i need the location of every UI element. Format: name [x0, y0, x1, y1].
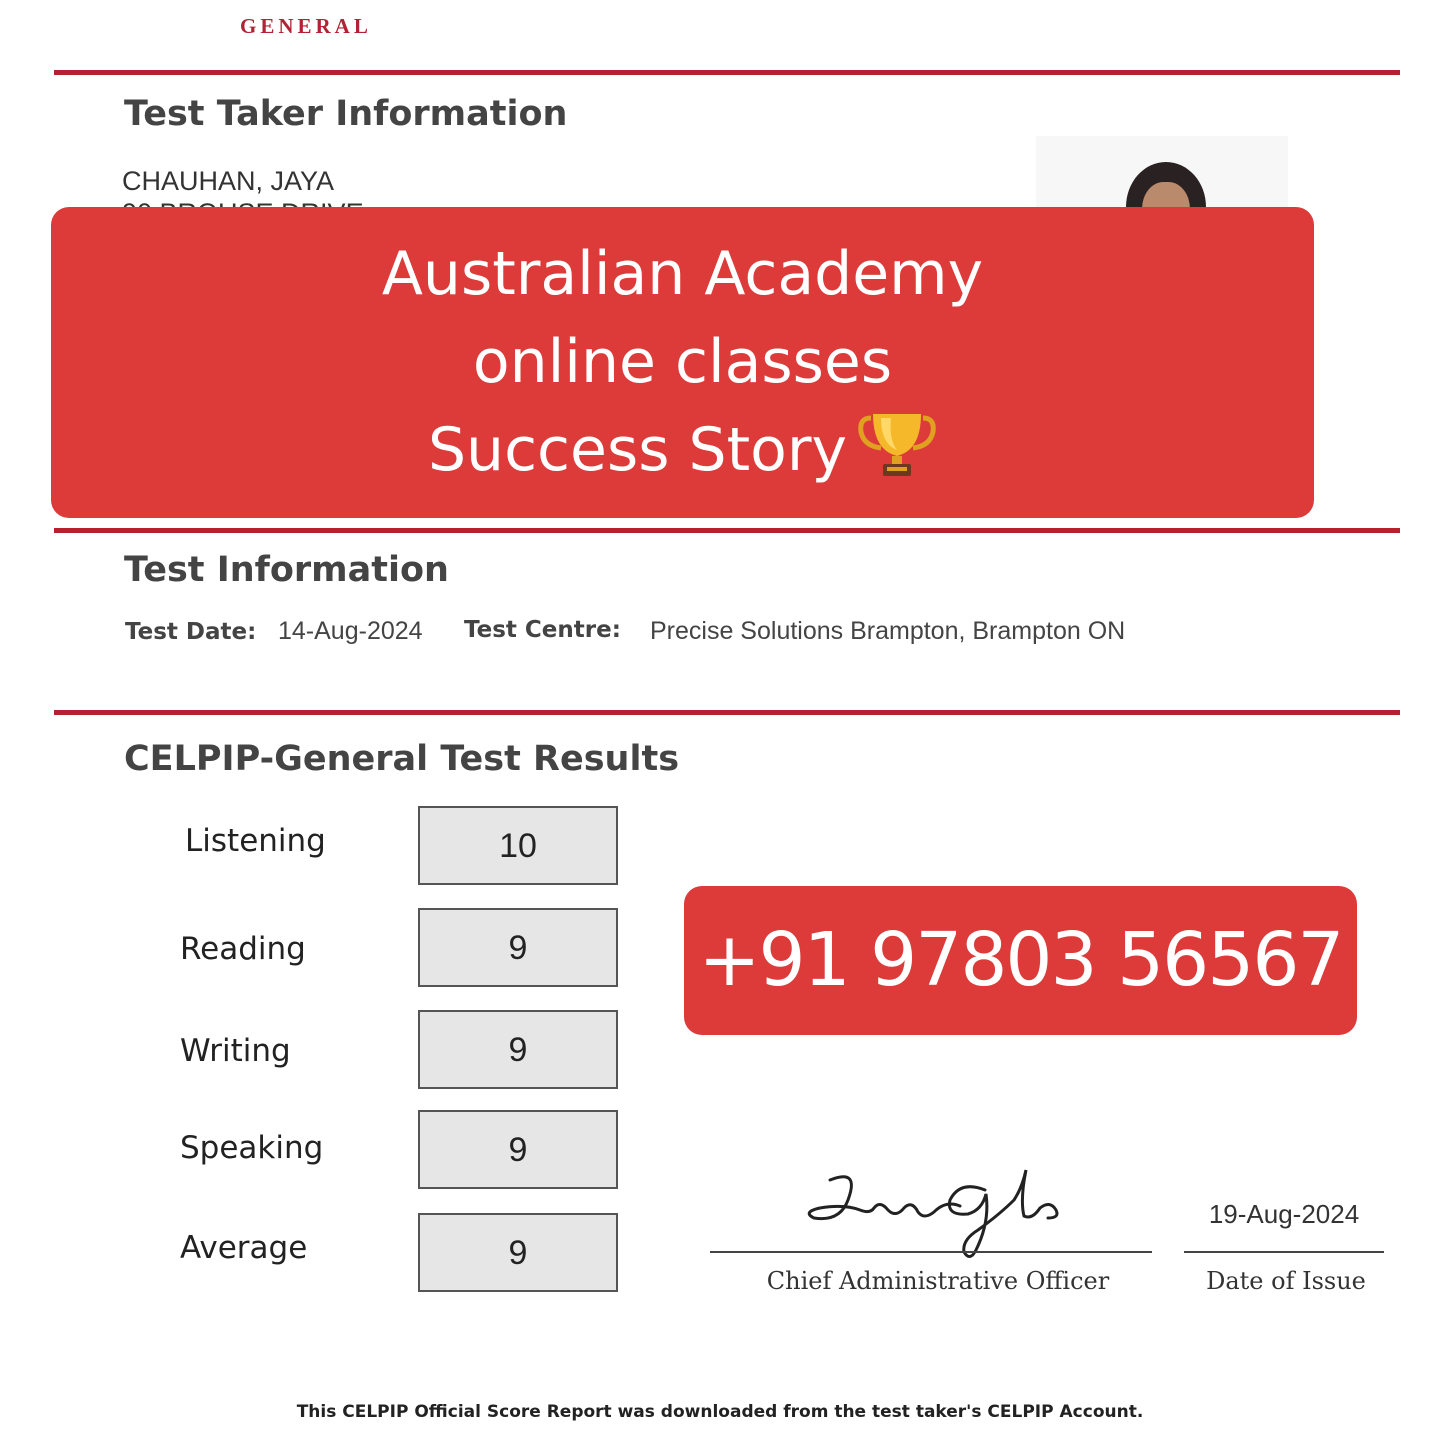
section-divider [54, 70, 1400, 75]
brand-wordmark: GENERAL [240, 14, 372, 38]
promo-line-3: Success Story [427, 415, 848, 485]
candidate-photo [1036, 136, 1288, 208]
test-centre-value: Precise Solutions Brampton, Brampton ON [650, 617, 1126, 645]
score-box-speaking: 9 [418, 1110, 618, 1189]
results-title: CELPIP-General Test Results [124, 739, 680, 779]
skill-label-writing: Writing [180, 1033, 291, 1069]
trophy-icon [857, 410, 937, 480]
score-box-listening: 10 [418, 806, 618, 885]
test-date-label: Test Date: [125, 619, 257, 645]
promo-line-3-wrap [51, 406, 1314, 494]
skill-label-reading: Reading [180, 931, 306, 967]
officer-caption: Chief Administrative Officer [766, 1267, 1110, 1295]
test-centre-label: Test Centre: [464, 617, 621, 643]
skill-label-listening: Listening [185, 823, 326, 859]
section-divider [54, 710, 1400, 715]
test-date-value: 14-Aug-2024 [278, 617, 423, 645]
footer-note: This CELPIP Official Score Report was downloaded from the test taker's CELPIP Account. [296, 1402, 1144, 1422]
promo-line-2: online classes [472, 327, 893, 397]
skill-label-speaking: Speaking [180, 1130, 324, 1166]
issue-date-line [1184, 1251, 1384, 1253]
score-box-average: 9 [418, 1213, 618, 1292]
section-divider [54, 528, 1400, 533]
promo-line-1: Australian Academy [381, 239, 984, 309]
issue-date-caption: Date of Issue [1206, 1267, 1366, 1295]
signature-icon [800, 1160, 1070, 1270]
promo-banner-text [51, 207, 1314, 494]
issue-date: 19-Aug-2024 [1208, 1199, 1360, 1229]
signature-line [710, 1251, 1152, 1253]
score-box-reading: 9 [418, 908, 618, 987]
phone-banner: +91 97803 56567 [684, 886, 1357, 1035]
promo-banner [51, 207, 1314, 518]
taker-name: CHAUHAN, JAYA [122, 166, 335, 196]
taker-section-title: Test Taker Information [124, 94, 568, 134]
score-box-writing: 9 [418, 1010, 618, 1089]
skill-label-average: Average [180, 1230, 308, 1266]
test-info-title: Test Information [124, 550, 449, 590]
